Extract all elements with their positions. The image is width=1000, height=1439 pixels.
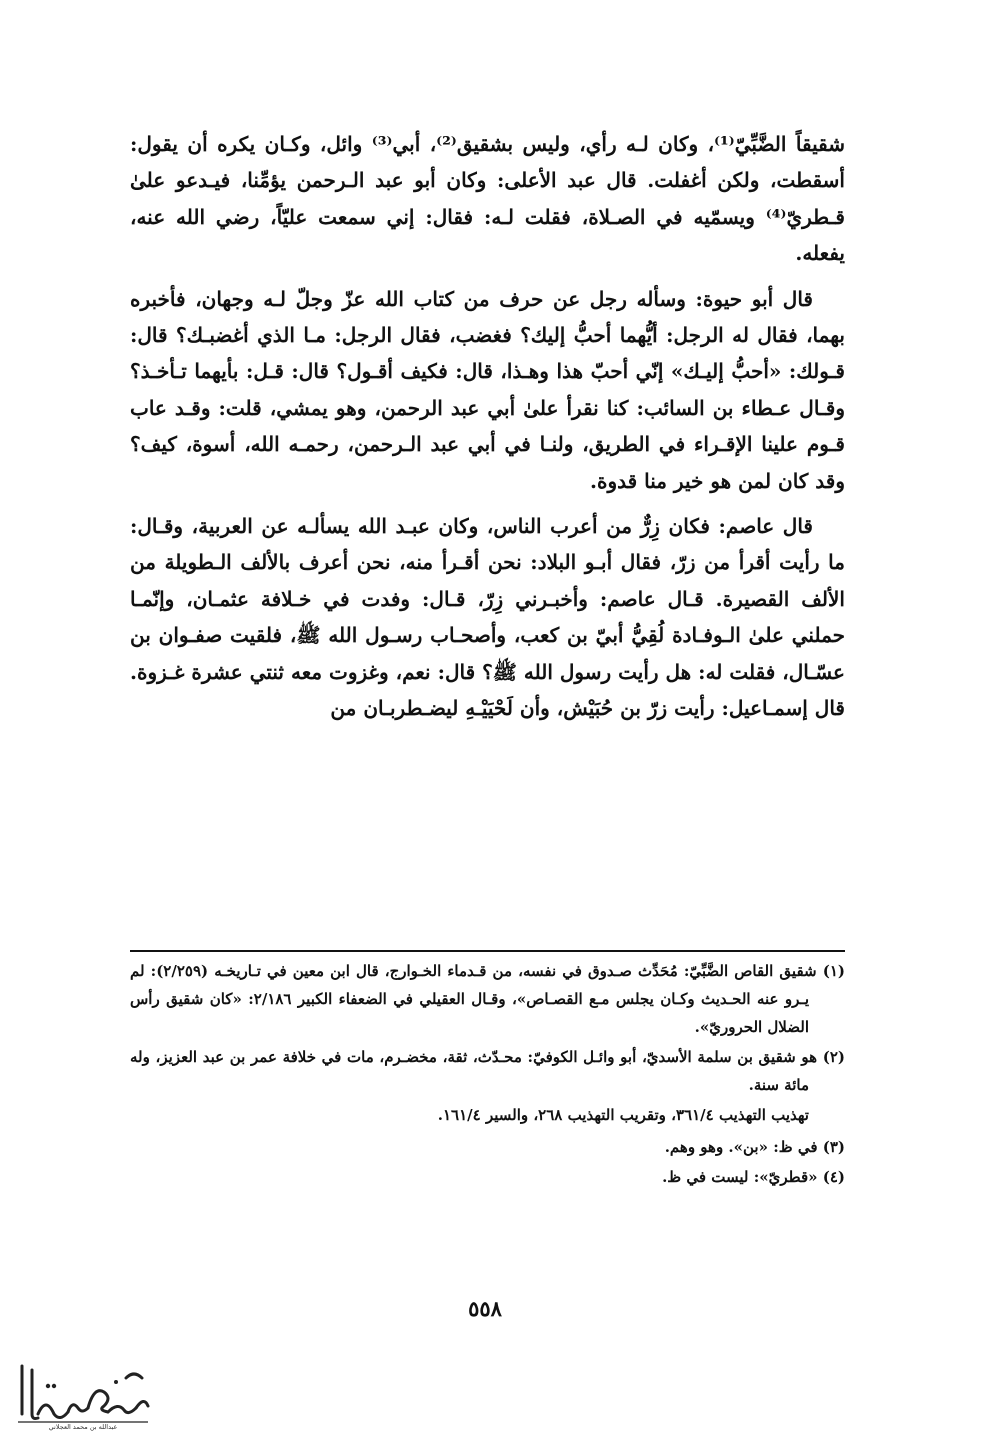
footnote-2-references: تهذيب التهذيب ٣٦١/٤، وتقريب التهذيب ٢٦٨، والسير ١٦١/٤. — [437, 1106, 809, 1124]
paragraph-3: قال عاصم: فكان زِرٌّ من أعرب الناس، وكان عبـد الله يسألـه عن العربية، وقـال: ما رأيت أقرأ من زرّ، فقال أبـو البلاد: نحن أقـرأ منه، نحن أعرف بالألف الـطويلة من الألف القصيرة. قـال عاصم: وأخبـرني زِرّ، قـال: وفدت في خـلافة عثمـان، وإنّمـا حملني علىٰ الـوفـادة لُقِيُّ أبيّ بن كعب، وأصحـاب رسـول الله ﷺ، فلقيت صفـوان بن عسّـال، فقلت له: هل رأيت رسول الله ﷺ؟ قال: نعم، وغزوت معه ثنتي عشرة غـزوة. قال إسمـاعيل: رأيت زرّ بن حُبَيْش، وأن لَحْيَيْـهِ ليضـطربـان من — [130, 514, 845, 721]
footnote-2: (٢) هو شقيق بن سلمة الأسديّ، أبو وائـل الكوفيّ: محـدّث، ثقة، مخضـرم، مات في خلافة عمر بن عبد العزيز، وله مائة سنة. — [130, 1048, 845, 1094]
footnote-4: (٤) «قطريّ»: ليست في ظ. — [662, 1168, 845, 1186]
main-text — [130, 126, 845, 736]
footnote-1: (١) شقيق القاص الضَّبِّيّ: مُحَدِّث صـدوق في نفسه، من قـدماء الخـوارج، قال ابن معين في تـاريخـه (٢/٢٥٩): لم يـرو عنه الحـديث وكـان يجلس مـع القصـاص»، وقـال العقيلي في الضعفاء الكبير ٢/١٨٦: «كان شقيق رأس الضلال الحروريّ». — [130, 962, 845, 1036]
footnote-3: (٣) في ظ: «بن». وهو وهم. — [664, 1138, 845, 1156]
watermark-subtext: عبدالله بن محمد العجلاني — [48, 1423, 118, 1431]
calligraphy-signature-icon — [8, 1356, 158, 1431]
page-number: ٥٥٨ — [468, 1296, 502, 1321]
footnote-separator — [130, 950, 845, 952]
footnotes — [130, 957, 845, 1193]
paragraph-1: شقيقاً الضَّبِّيّ⁽¹⁾، وكان لـه رأي، وليس بشقيق⁽²⁾، أبي⁽³⁾ وائل، وكـان يكره أن يقول: أسقطت، ولكن أغفلت. قال عبد الأعلى: وكان أبو عبد الـرحمن يؤمِّنا، فيـدعو علىٰ قـطريّ⁽⁴⁾ ويسمّيه في الصـلاة، فقلت لـه: فقال: إني سمعت عليّاً، رضي الله عنه، يفعله. — [130, 132, 846, 266]
paragraph-2: قال أبو حيوة: وسأله رجل عن حرف من كتاب الله عزّ وجلّ لـه وجهان، فأخبره بهما، فقال له الرجل: أيُّهما أحبُّ إليك؟ فغضب، فقال الرجل: مـا الذي أغضبـك؟ قال: قـولك: «أحبُّ إليـك» إنّي أحبّ هذا وهـذا، قال: فكيف أقـول؟ قال: قـل: بأيهما تـأخـذ؟ وقـال عـطاء بن السائب: كنا نقرأ علىٰ أبي عبد الرحمن، وهو يمشي، قلت: وقـد عاب قـوم علينا الإقـراء في الطريق، ولنـا في أبي عبد الـرحمن، رحمـه الله، أسوة، كيف؟ وقد كان لمن هو خير منا قدوة. — [130, 286, 845, 493]
